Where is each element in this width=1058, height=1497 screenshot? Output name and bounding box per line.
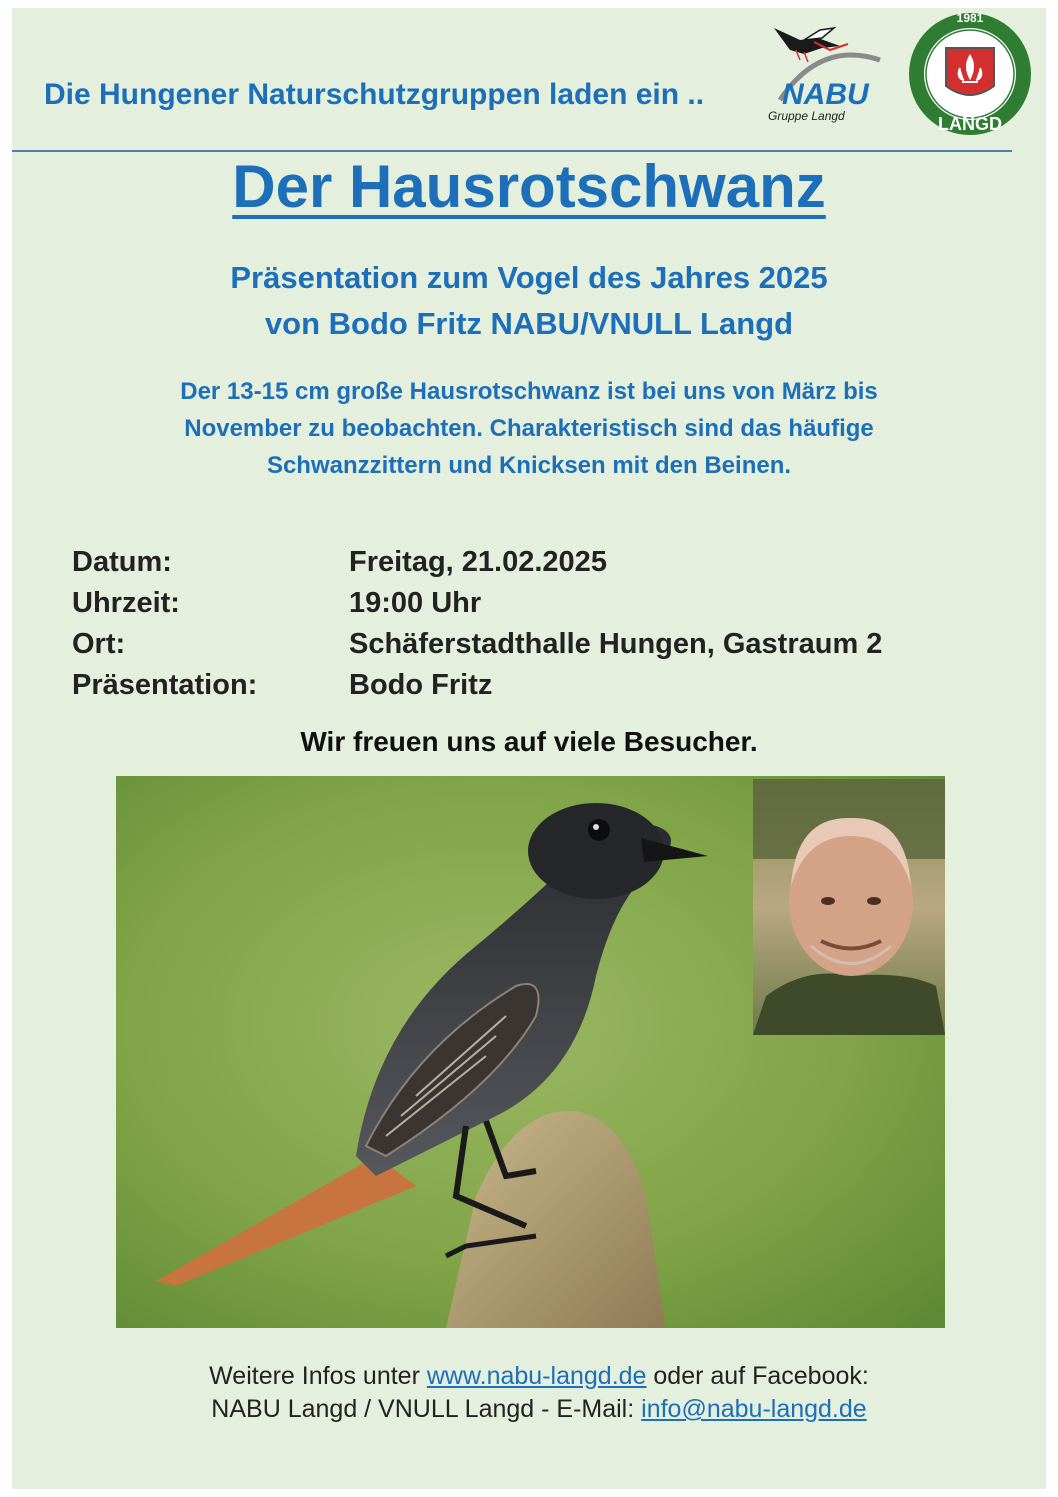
nabu-logo-text: NABU [782, 78, 869, 111]
website-link[interactable]: www.nabu-langd.de [426, 1362, 647, 1390]
detail-value: Bodo Fritz [349, 669, 493, 701]
footer-contact-prefix: NABU Langd / VNULL Langd - E-Mail: [211, 1395, 642, 1423]
header-intro: Die Hungener Naturschutzgruppen laden ein .. [44, 78, 705, 111]
nabu-logo [760, 20, 900, 130]
footer-info-suffix: oder auf Facebook: [646, 1362, 869, 1390]
vnull-year: 1981 [956, 11, 984, 25]
detail-value: 19:00 Uhr [349, 587, 482, 619]
vnull-place: LANGD [938, 114, 1002, 134]
page-title: Der Hausrotschwanz [232, 153, 826, 220]
description-line-1: Der 13-15 cm große Hausrotschwanz ist bei uns von März bis [180, 378, 878, 405]
vnull-logo [906, 8, 1036, 138]
subtitle-line-2: von Bodo Fritz NABU/VNULL Langd [264, 306, 794, 341]
email-link[interactable]: info@nabu-langd.de [641, 1395, 867, 1423]
detail-value: Schäferstadthalle Hungen, Gastraum 2 [349, 628, 883, 660]
footer-info-prefix: Weitere Infos unter [209, 1362, 427, 1390]
description-line-2: November zu beobachten. Charakteristisch sind das häufige [184, 415, 874, 442]
fleur-de-lis-icon [946, 48, 994, 95]
detail-label: Ort: [72, 628, 126, 660]
subtitle-line-1: Präsentation zum Vogel des Jahres 2025 [230, 260, 828, 295]
redstart-photo [116, 776, 945, 1328]
detail-label: Präsentation: [72, 669, 258, 701]
footer-contact-line [0, 1395, 1058, 1424]
presenter-portrait [753, 779, 945, 1035]
footer-info-line [0, 1362, 1058, 1391]
description-line-3: Schwanzzittern und Knicksen mit den Beinen. [266, 452, 792, 479]
detail-value: Freitag, 21.02.2025 [349, 546, 607, 578]
detail-label: Datum: [72, 546, 172, 578]
welcome-message: Wir freuen uns auf viele Besucher. [300, 726, 758, 757]
detail-label: Uhrzeit: [72, 587, 180, 619]
nabu-logo-group: Gruppe Langd [768, 109, 845, 123]
